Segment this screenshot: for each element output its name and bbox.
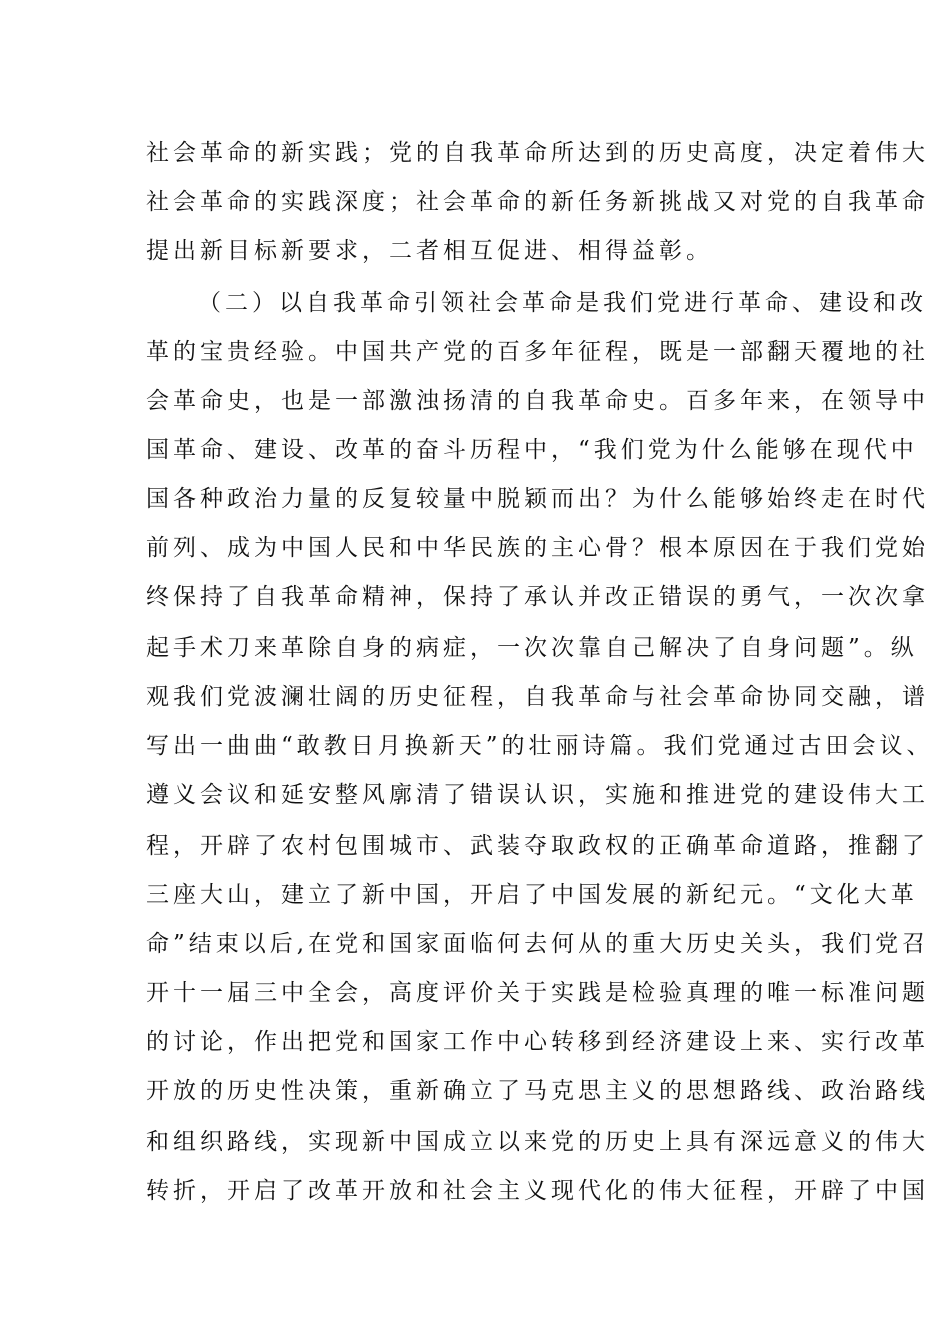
text-line-14: 遵义会议和延安整风廓清了错误认识，实施和推进党的建设伟大工 (146, 782, 929, 808)
text-line-15: 程，开辟了农村包围城市、武装夺取政权的正确革命道路，推翻了 (146, 833, 929, 859)
text-line-19: 的讨论，作出把党和国家工作中心转移到经济建设上来、实行改革 (146, 1029, 929, 1055)
text-line-21: 和组织路线，实现新中国成立以来党的历史上具有深远意义的伟大 (146, 1129, 929, 1155)
text-line-9: 前列、成为中国人民和中华民族的主心骨？根本原因在于我们党始 (146, 535, 929, 561)
text-line-1: 社会革命的新实践；党的自我革命所达到的历史高度，决定着伟大 (146, 140, 929, 166)
text-line-6: 会革命史，也是一部激浊扬清的自我革命史。百多年来，在领导中 (146, 388, 929, 414)
text-line-18: 开十一届三中全会，高度评价关于实践是检验真理的唯一标准问题 (146, 980, 929, 1006)
text-line-4: （二）以自我革命引领社会革命是我们党进行革命、建设和改 (198, 290, 927, 316)
text-line-16: 三座大山，建立了新中国，开启了中国发展的新纪元。“文化大革 (146, 882, 918, 908)
text-line-22: 转折，开启了改革开放和社会主义现代化的伟大征程，开辟了中国 (146, 1178, 929, 1204)
text-line-10: 终保持了自我革命精神，保持了承认并改正错误的勇气，一次次拿 (146, 584, 929, 610)
text-line-3: 提出新目标新要求，二者相互促进、相得益彰。 (146, 238, 713, 264)
text-line-5: 革的宝贵经验。中国共产党的百多年征程，既是一部翻天覆地的社 (146, 339, 929, 365)
text-line-2: 社会革命的实践深度；社会革命的新任务新挑战又对党的自我革命 (146, 189, 929, 215)
text-line-17: 命”结束以后,在党和国家面临何去何从的重大历史关头，我们党召 (146, 931, 930, 957)
text-line-12: 观我们党波澜壮阔的历史征程，自我革命与社会革命协同交融，谱 (146, 684, 929, 710)
text-line-7: 国革命、建设、改革的奋斗历程中，“我们党为什么能够在现代中 (146, 437, 918, 463)
text-line-8: 国各种政治力量的反复较量中脱颖而出？为什么能够始终走在时代 (146, 486, 929, 512)
text-line-13: 写出一曲曲“敢教日月换新天”的壮丽诗篇。我们党通过古田会议、 (146, 733, 934, 759)
text-line-11: 起手术刀来革除自身的病症，一次次靠自己解决了自身问题”。纵 (146, 635, 918, 661)
text-line-20: 开放的历史性决策，重新确立了马克思主义的思想路线、政治路线 (146, 1078, 929, 1104)
